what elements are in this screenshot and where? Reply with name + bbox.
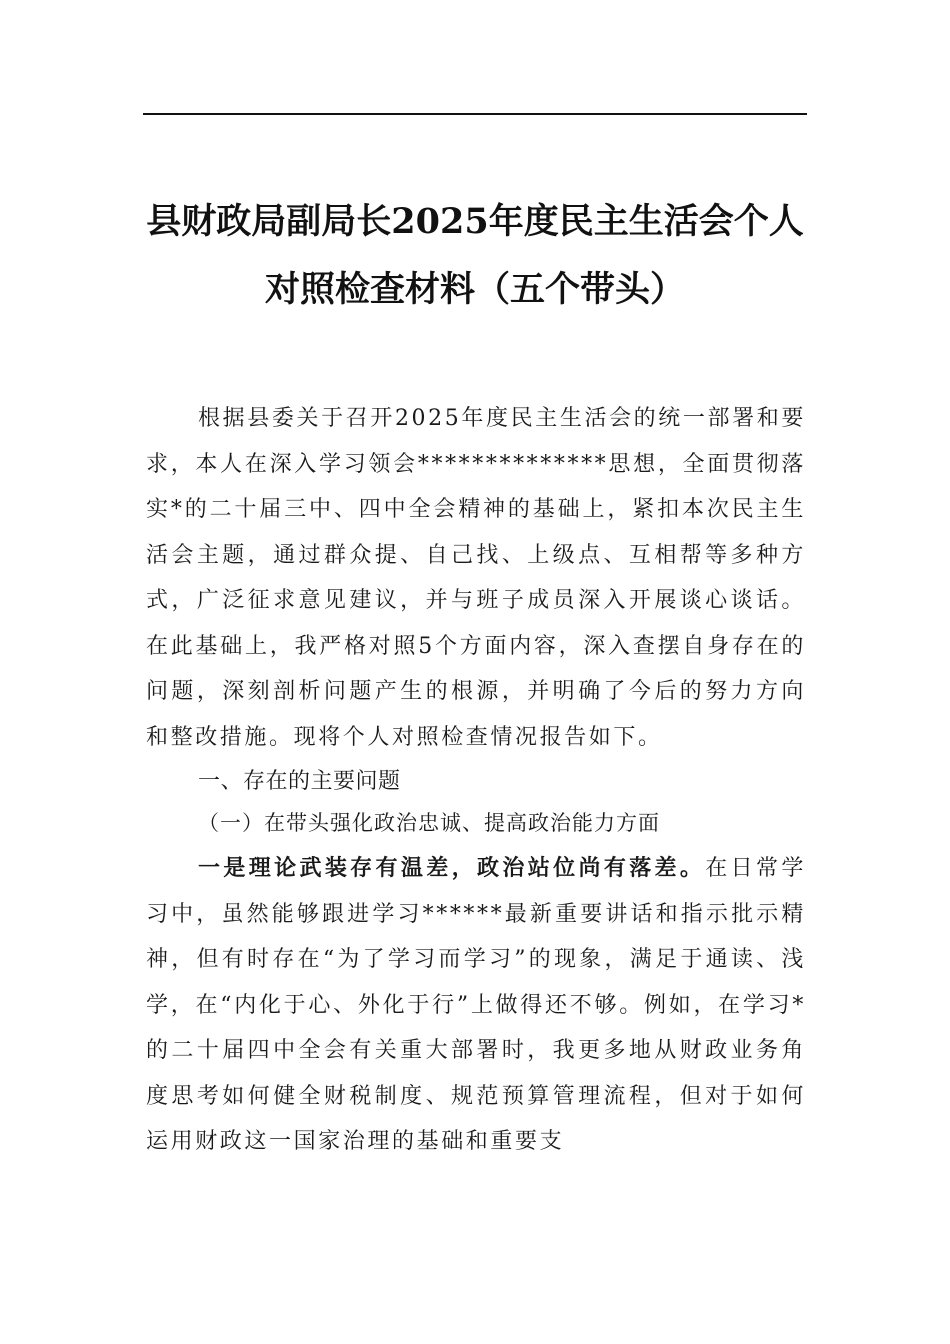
header-rule <box>143 113 807 115</box>
point-one-lead: 一是理论武装存有温差，政治站位尚有落差。 <box>198 855 706 881</box>
point-one-paragraph <box>146 846 806 1165</box>
document-title <box>143 188 807 324</box>
point-one-body: 在日常学习中，虽然能够跟进学习******最新重要讲话和指示批示精神，但有时存在“为了学习而学习”的现象，满足于通读、浅学，在“内化于心、外化于行”上做得还不够。例如，在学习*的二十届四中全会有关重大部署时，我更多地从财政业务角度思考如何健全财税制度、规范预算管理流程，但对于如何运用财政这一国家治理的基础和重要支 <box>146 856 806 1154</box>
subsection-heading-political: （一）在带头强化政治忠诚、提高政治能力方面 <box>198 811 660 835</box>
title-line-2: 对照检查材料（五个带头） <box>264 269 685 310</box>
document-body <box>146 396 806 1165</box>
intro-paragraph: 根据县委关于召开2025年度民主生活会的统一部署和要求，本人在深入学习领会**************思想，全面贯彻落实*的二十届三中、四中全会精神的基础上，紧扣本次民主生活会主题，通过群众提、自己找、上级点、互相帮等多种方式，广泛征求意见建议，并与班子成员深入开展谈心谈话。在此基础上，我严格对照5个方面内容，深入查摆自身存在的问题，深刻剖析问题产生的根源，并明确了今后的努力方向和整改措施。现将个人对照检查情况报告如下。 <box>146 406 806 750</box>
title-line-1: 县财政局副局长2025年度民主生活会个人 <box>146 201 804 242</box>
section-heading-problems: 一、存在的主要问题 <box>198 769 401 794</box>
